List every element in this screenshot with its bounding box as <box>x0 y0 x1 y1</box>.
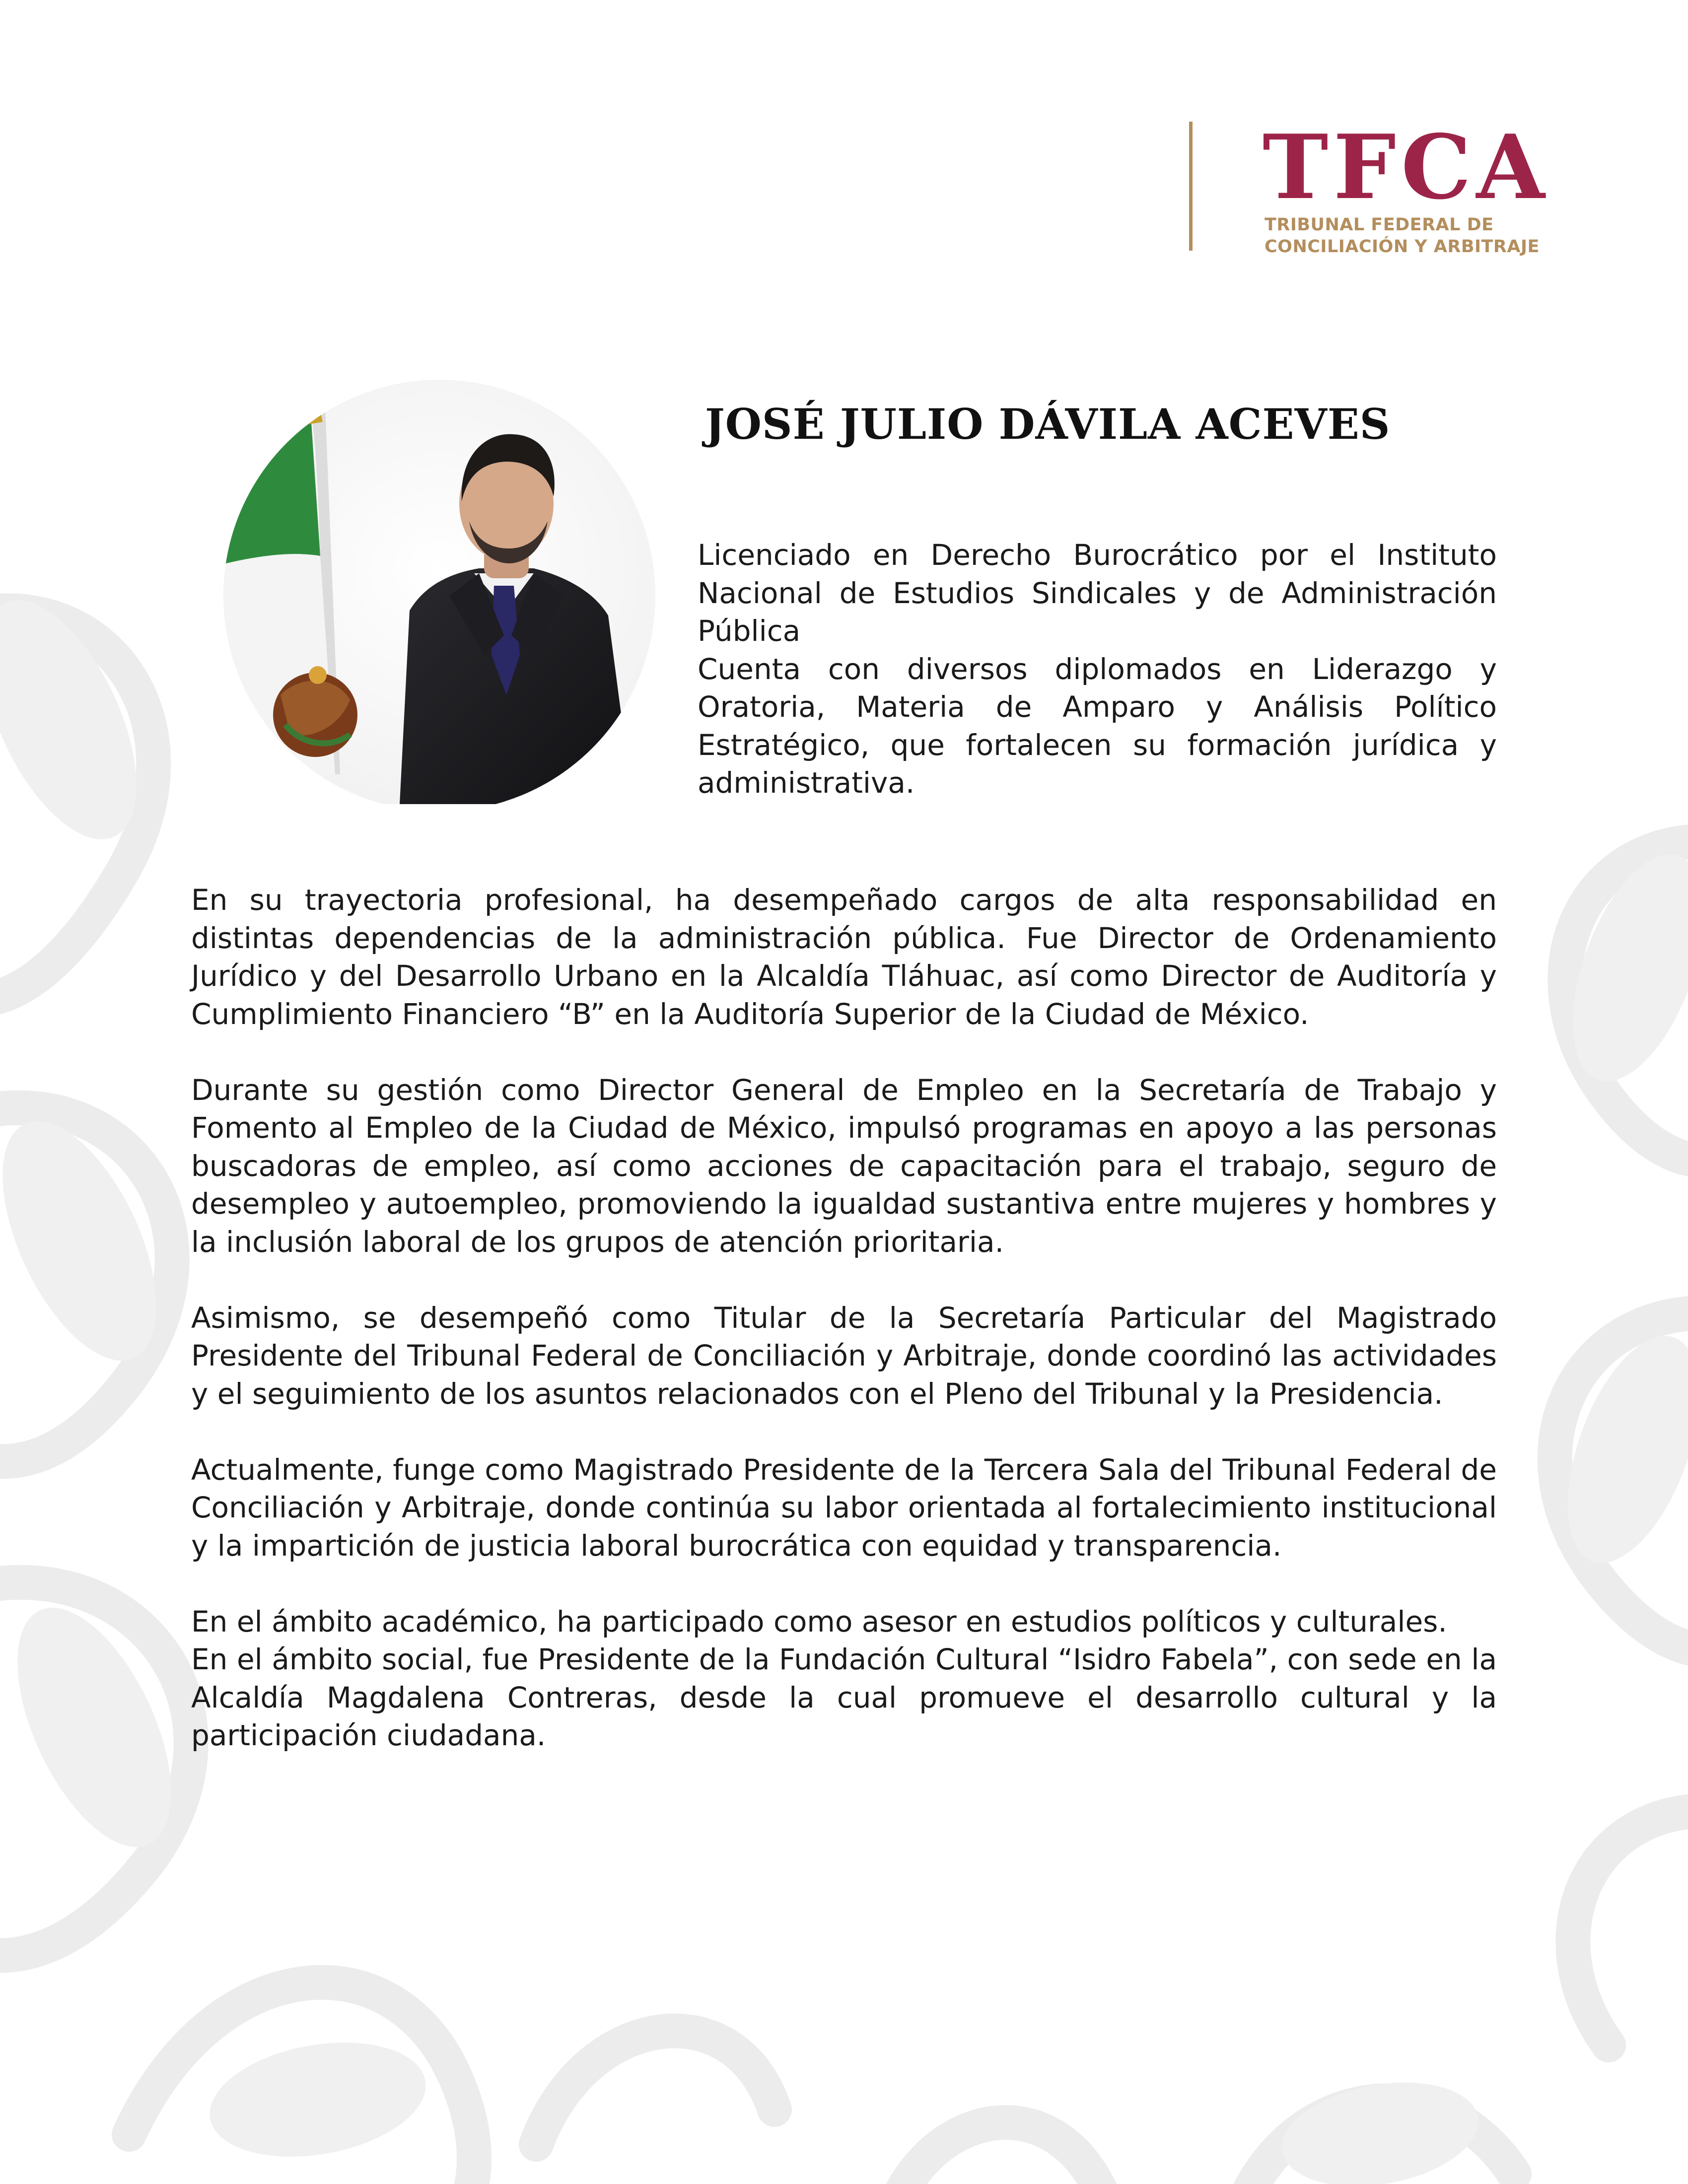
logo-name-line-1: TRIBUNAL FEDERAL DE <box>1265 215 1494 235</box>
diplomas-paragraph: Cuenta con diversos diplomados en Liderazgo y Oratoria, Materia de Amparo y Análisis Político Estratégico, que fortalecen su formación jurídica y administrativa. <box>698 652 1497 800</box>
secretariat-paragraph: Asimismo, se desempeñó como Titular de la Secretaría Particular del Magistrado Presidente del Tribunal Federal de Conciliación y Arbitraje, donde coordinó las actividades y el seguimiento de los asuntos relacionados con el Pleno del Tribunal y la Presidencia. <box>191 1300 1497 1411</box>
education-summary <box>698 536 1497 802</box>
logo-name-line-2: CONCILIACIÓN Y ARBITRAJE <box>1265 237 1540 257</box>
education-paragraph: Licenciado en Derecho Burocrático por el Instituto Nacional de Estudios Sindicales y de Administración Pública <box>698 538 1497 648</box>
biography-body <box>191 881 1497 1755</box>
academic-paragraph: En el ámbito académico, ha participado como asesor en estudios políticos y culturales. <box>191 1604 1447 1638</box>
tfca-logo <box>1189 115 1566 257</box>
current-role-paragraph: Actualmente, funge como Magistrado Presidente de la Tercera Sala del Tribunal Federal de Conciliación y Arbitraje, donde continúa su labor orientada al fortalecimiento institucional y la impartición de justicia laboral burocrática con equidad y transparencia. <box>191 1452 1497 1563</box>
person-name: JOSÉ JULIO DÁVILA ACEVES <box>705 400 1391 449</box>
logo-acronym: TFCA <box>1263 115 1550 219</box>
portrait-photo <box>216 377 663 804</box>
social-paragraph: En el ámbito social, fue Presidente de la Fundación Cultural “Isidro Fabela”, con sede en la Alcaldía Magdalena Contreras, desde la cual promueve el desarrollo cultural y la participación ciudadana. <box>191 1642 1497 1752</box>
logo-divider <box>1189 122 1193 251</box>
logo-institution-name <box>1265 214 1540 258</box>
career-paragraph: En su trayectoria profesional, ha desempeñado cargos de alta responsabilidad en distintas dependencias de la administración pública. Fue Director de Ordenamiento Jurídico y del Desarrollo Urbano en la Alcaldía Tláhuac, así como Director de Auditoría y Cumplimiento Financiero “B” en la Auditoría Superior de la Ciudad de México. <box>191 883 1497 1031</box>
employment-paragraph: Durante su gestión como Director General de Empleo en la Secretaría de Trabajo y Fomento al Empleo de la Ciudad de México, impulsó programas en apoyo a las personas buscadoras de empleo, así como acciones de capacitación para el trabajo, seguro de desempleo y autoempleo, promoviendo la igualdad sustantiva entre mujeres y hombres y la inclusión laboral de los grupos de atención prioritaria. <box>191 1073 1497 1259</box>
